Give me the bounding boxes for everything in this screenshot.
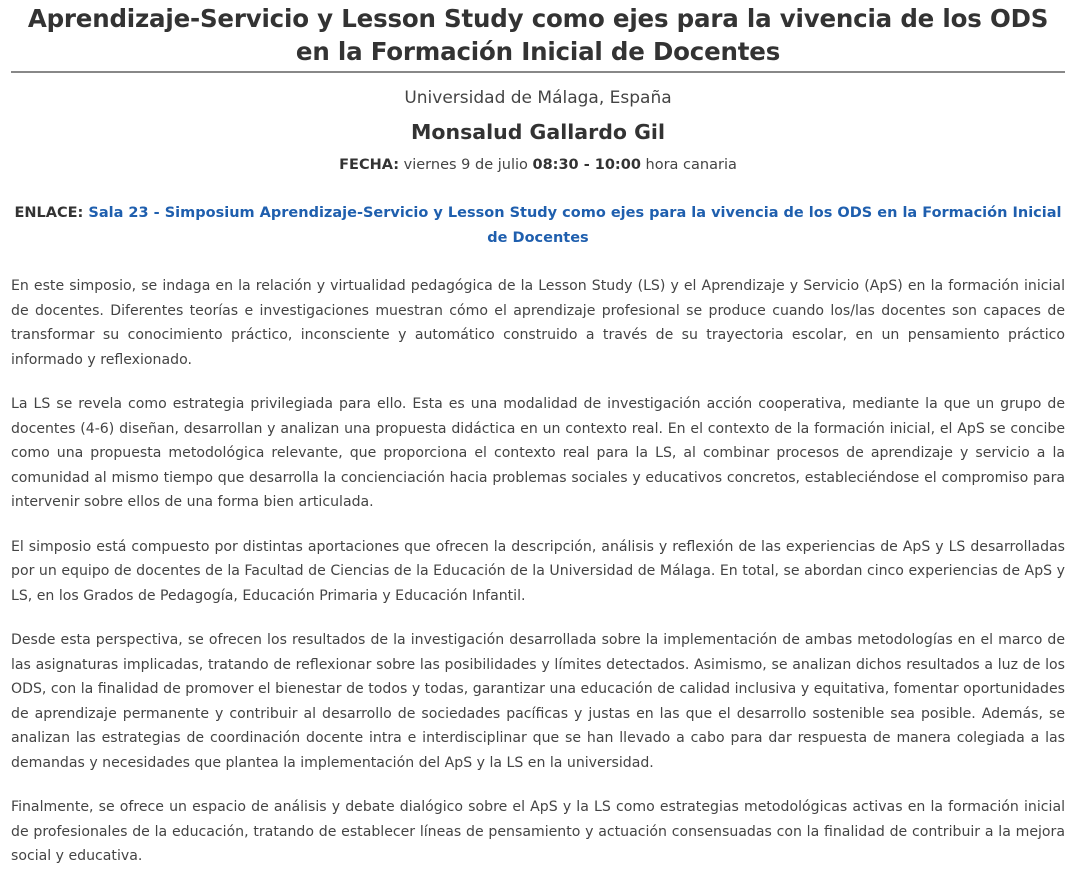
date-day: viernes 9 de julio xyxy=(403,157,528,173)
date-label: FECHA: xyxy=(339,157,400,173)
link-label: ENLACE: xyxy=(14,205,84,221)
date-time: 08:30 - 10:00 xyxy=(532,157,641,173)
paragraph-3: El simposio está compuesto por distintas aportaciones que ofrecen la descripción, análisis y reflexión de las experiencias de ApS y LS desarrolladas por un equipo de docentes de la Facultad de Ciencias de la Educación de la Universidad de Málaga. En total, se abordan cinco experiencias de ApS y LS, en los Grados de Pedagogía, Educación Primaria y Educación Infantil. xyxy=(11,538,1065,604)
title-divider xyxy=(11,71,1065,73)
page-title: Aprendizaje-Servicio y Lesson Study como ejes para la vivencia de los ODS en la Formación Inicial de Docentes xyxy=(27,4,1049,66)
room-link[interactable]: Sala 23 - Simposium Aprendizaje-Servicio y Lesson Study como ejes para la vivencia de los ODS en la Formación Inicial de Docentes xyxy=(88,205,1062,246)
paragraph-1: En este simposio, se indaga en la relación y virtualidad pedagógica de la Lesson Study (LS) y el Aprendizaje y Servicio (ApS) en la formación inicial de docentes. Diferentes teorías e investigaciones muestran cómo el aprendizaje profesional se produce cuando los/las docentes son capaces de transformar su conocimiento práctico, inconsciente y automático construido a través de su trayectoria escolar, en un pensamiento práctico informado y reflexionado. xyxy=(11,278,1065,368)
session-date xyxy=(11,155,1065,175)
university-name: Universidad de Málaga, España xyxy=(404,88,672,108)
date-zone: hora canaria xyxy=(645,157,737,173)
paragraph-5: Finalmente, se ofrece un espacio de análisis y debate dialógico sobre el ApS y la LS como estrategias metodológicas activas en la formación inicial de profesionales de la educación, tratando de establecer líneas de pensamiento y actuación consensuadas con la finalidad de contribuir a la mejora social y educativa. xyxy=(11,799,1065,864)
paragraph-2: La LS se revela como estrategia privilegiada para ello. Esta es una modalidad de investigación acción cooperativa, mediante la que un grupo de docentes (4-6) diseñan, desarrollan y analizan una propuesta didáctica en un contexto real. En el contexto de la formación inicial, el ApS se concibe como una propuesta metodológica relevante, que proporciona el contexto real para la LS, al combinar procesos de aprendizaje y servicio a la comunidad al mismo tiempo que desarrolla la concienciación hacia problemas sociales y educativos concretos, estableciéndose el compromiso para intervenir sobre ellos de una forma bien articulada. xyxy=(11,396,1065,510)
author-name: Monsalud Gallardo Gil xyxy=(411,120,665,144)
paragraph-4: Desde esta perspectiva, se ofrecen los resultados de la investigación desarrollada sobre la implementación de ambas metodologías en el marco de las asignaturas implicadas, tratando de reflexionar sobre las posibilidades y límites detectados. Asimismo, se analizan dichos resultados a luz de los ODS, con la finalidad de promover el bienestar de todos y todas, garantizar una educación de calidad inclusiva y equitativa, fomentar oportunidades de aprendizaje permanente y contribuir al desarrollo de sociedades pacíficas y justas en las que el desarrollo sostenible sea posible. Además, se analizan las estrategias de coordinación docente intra e interdisciplinar que se han llevado a cabo para dar respuesta de manera colegiada a las demandas y necesidades que plantea la implementación del ApS y la LS en la universidad. xyxy=(11,632,1065,771)
session-link xyxy=(11,201,1065,251)
